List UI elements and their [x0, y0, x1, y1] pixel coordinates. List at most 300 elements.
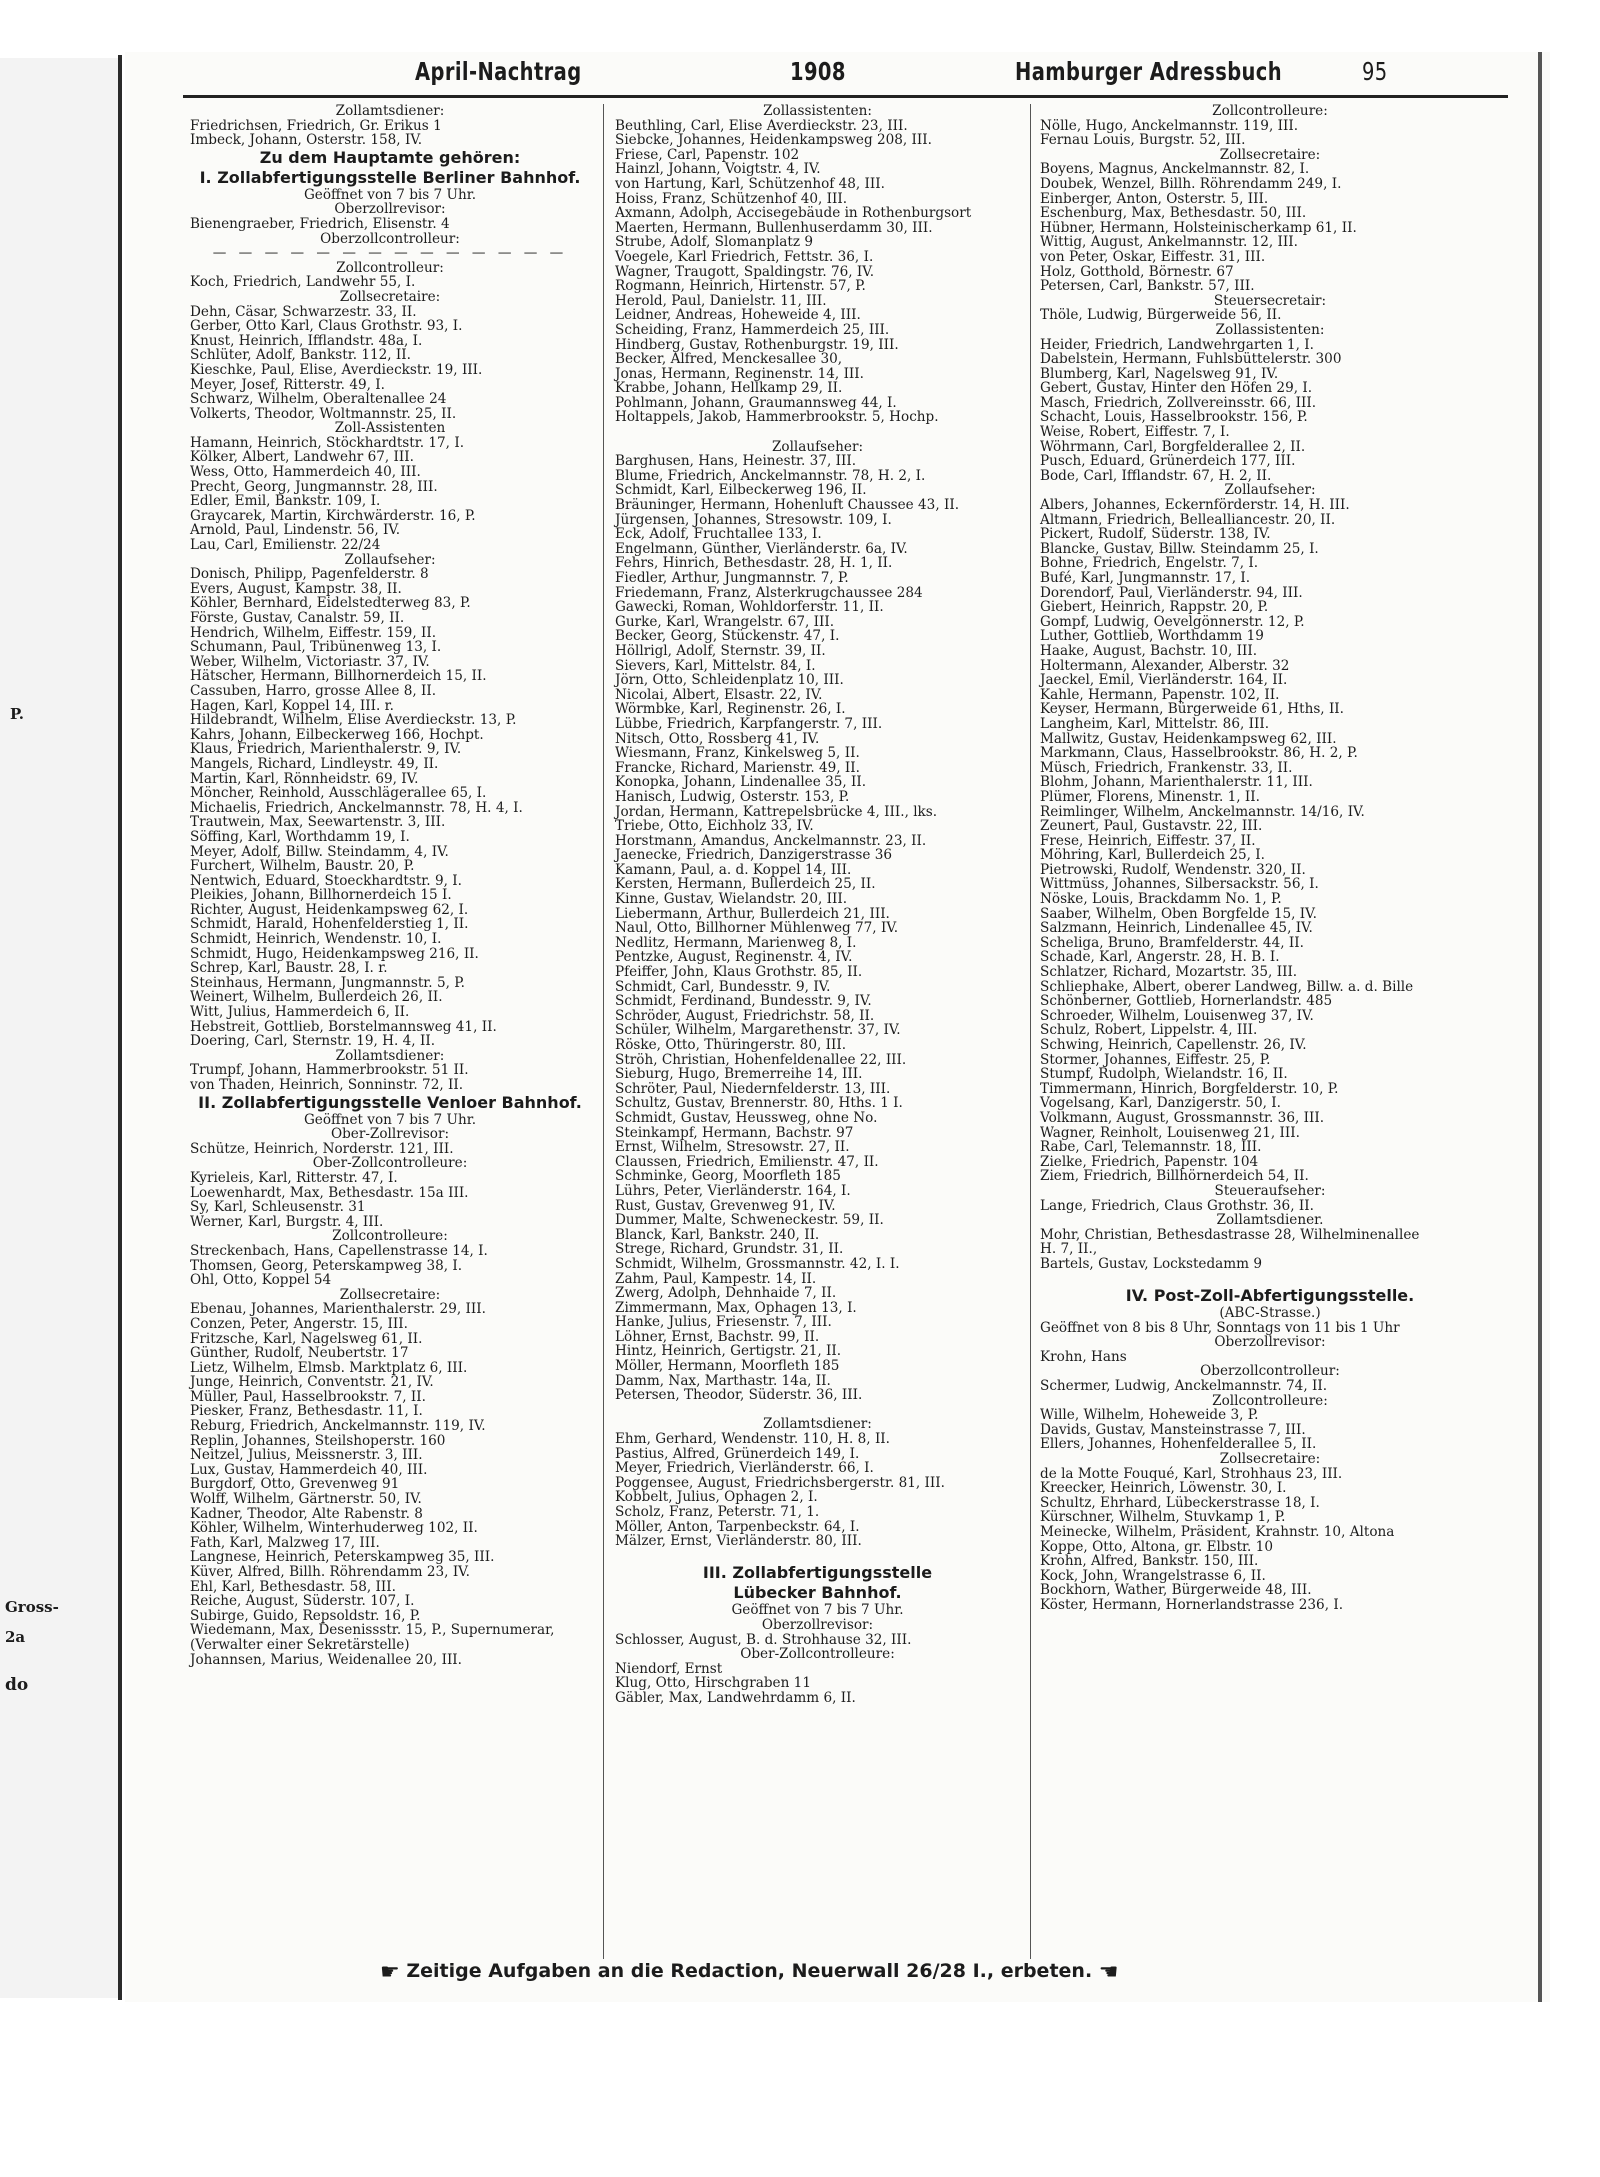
directory-entry: Wolff, Wilhelm, Gärtnerstr. 50, IV. [190, 1491, 422, 1508]
prev-page-fragment: P. [10, 705, 25, 723]
directory-entry: Richter, August, Heidenkampsweg 62, I. [190, 901, 469, 918]
directory-entry: Nedlitz, Hermann, Marienweg 8, I. [615, 934, 857, 951]
directory-entry: Masch, Friedrich, Zollvereinsstr. 66, III. [1040, 394, 1317, 411]
directory-entry: Gerber, Otto Karl, Claus Grothstr. 93, I. [190, 318, 463, 335]
directory-entry: Jaenecke, Friedrich, Danzigerstrasse 36 [615, 847, 892, 864]
directory-entry: Schlosser, August, B. d. Strohhause 32, III. [615, 1631, 912, 1648]
section-title: Lübecker Bahnhof. [733, 1583, 902, 1603]
directory-entry: Möncher, Reinhold, Ausschlägerallee 65, I. [190, 785, 487, 802]
directory-entry: Möller, Anton, Tarpenbeckstr. 64, I. [615, 1518, 860, 1535]
pointing-hand-icon: ☚ [1098, 1960, 1119, 1985]
directory-entry: Kürschner, Wilhelm, Stuvkamp 1, P. [1040, 1509, 1286, 1526]
directory-entry: Schumann, Paul, Tribünenweg 13, I. [190, 639, 442, 656]
directory-entry: Evers, August, Kampstr. 38, II. [190, 580, 402, 597]
header-left: April-Nachtrag [415, 57, 582, 86]
directory-entry: Klaus, Friedrich, Marienthalerstr. 9, IV. [190, 741, 462, 758]
directory-entry: Bohne, Friedrich, Engelstr. 7, I. [1040, 555, 1259, 572]
section-heading: Zollamtsdiener: [335, 1047, 445, 1064]
directory-entry: Schlüter, Adolf, Bankstr. 112, II. [190, 347, 411, 364]
directory-entry: Kinne, Gustav, Wielandstr. 20, III. [615, 891, 848, 908]
directory-entry: Schwing, Heinrich, Capellenstr. 26, IV. [1040, 1037, 1307, 1053]
directory-entry: Wittmüss, Johannes, Silbersackstr. 56, I. [1040, 876, 1319, 893]
directory-entry: Michaelis, Friedrich, Anckelmannstr. 78, H. 4, I. [190, 799, 523, 816]
directory-entry: Köster, Hermann, Hornerlandstrasse 236, I. [1040, 1596, 1344, 1613]
directory-entry: Reimlinger, Wilhelm, Anckelmannstr. 14/16, IV. [1040, 803, 1365, 820]
section-heading: Oberzollrevisor: [761, 1616, 874, 1633]
directory-entry: Weise, Robert, Eiffestr. 7, I. [1040, 424, 1230, 441]
directory-entry: Fehrs, Hinrich, Bethesdastr. 28, H. 1, II. [615, 555, 893, 572]
directory-entry: Schmidt, Hugo, Heidenkampsweg 216, II. [190, 945, 479, 962]
directory-entry: Petersen, Carl, Bankstr. 57, III. [1040, 278, 1255, 295]
directory-entry: Möhring, Karl, Bullerdeich 25, I. [1040, 847, 1265, 864]
directory-entry: Hendrich, Wilhelm, Eiffestr. 159, II. [190, 624, 437, 641]
directory-entry: Pleikies, Johann, Billhornerdeich 15 I. [190, 887, 452, 904]
directory-entry: Kobbelt, Julius, Ophagen 2, I. [615, 1489, 818, 1506]
directory-entry: Markmann, Claus, Hasselbrookstr. 86, H. 2, P. [1040, 745, 1358, 762]
section-heading: Oberzollrevisor: [334, 201, 446, 218]
directory-entry: Replin, Johannes, Steilshoperstr. 160 [190, 1432, 446, 1449]
section-heading: Zollaufseher: [1224, 482, 1316, 499]
directory-entry: Fernau Louis, Burgstr. 52, III. [1040, 132, 1246, 149]
directory-entry: Rabe, Carl, Telemannstr. 18, III. [1040, 1139, 1262, 1156]
section-heading: Oberzollrevisor: [1214, 1334, 1326, 1351]
directory-entry: Nicolai, Albert, Elsastr. 22, IV. [615, 686, 823, 703]
directory-entry: Junge, Heinrich, Conventstr. 21, IV. [190, 1374, 434, 1391]
directory-entry: Schmidt, Karl, Eilbeckerweg 196, II. [615, 482, 867, 499]
directory-entry: Poggensee, August, Friedrichsbergerstr. 81, III. [615, 1474, 945, 1491]
header-center: 1908 [790, 57, 846, 86]
directory-entry: Zielke, Friedrich, Papenstr. 104 [1040, 1153, 1259, 1170]
dash-rule: — — — — — — — — — — — — — — [212, 245, 568, 262]
directory-entry: Langnese, Heinrich, Peterskampweg 35, III. [190, 1549, 495, 1566]
directory-entry: Hebstreit, Gottlieb, Borstelmannsweg 41, II. [190, 1018, 497, 1035]
directory-entry: Küver, Alfred, Billh. Röhrendamm 23, IV. [190, 1564, 470, 1580]
directory-entry: Schade, Karl, Angerstr. 28, H. B. I. [1040, 949, 1280, 966]
section-title: I. Zollabfertigungsstelle Berliner Bahnhof. [199, 167, 581, 187]
directory-entry: Furchert, Wilhelm, Baustr. 20, P. [190, 858, 415, 875]
directory-entry: Zahm, Paul, Kampestr. 14, II. [615, 1270, 817, 1287]
directory-entry: Ehl, Karl, Bethesdastr. 58, III. [190, 1578, 396, 1595]
directory-entry: Kreecker, Heinrich, Löwenstr. 30, I. [1040, 1480, 1287, 1497]
directory-entry: Reburg, Friedrich, Anckelmannstr. 119, IV. [190, 1418, 486, 1435]
directory-entry: Schwarz, Wilhelm, Oberaltenallee 24 [190, 391, 447, 408]
directory-entry: Volkerts, Theodor, Woltmannstr. 25, II. [190, 405, 457, 422]
directory-entry: Krohn, Hans [1040, 1348, 1127, 1365]
directory-entry: Damm, Nax, Marthastr. 14a, II. [615, 1372, 831, 1389]
directory-entry: Jordan, Hermann, Kattrepelsbrücke 4, III., lks. [615, 803, 938, 820]
directory-entry: Schlatzer, Richard, Mozartstr. 35, III. [1040, 964, 1298, 981]
directory-entry: Doubek, Wenzel, Billh. Röhrendamm 249, I. [1040, 175, 1342, 192]
previous-page-strip [0, 58, 120, 1998]
directory-entry: Scholz, Franz, Peterstr. 71, 1. [615, 1504, 820, 1520]
directory-entry: Pastius, Alfred, Grünerdeich 149, I. [615, 1445, 860, 1462]
footer-notice-text: Zeitige Aufgaben an die Redaction, Neuerwall 26/28 I., erbeten. [406, 1960, 1093, 1982]
directory-entry: Becker, Georg, Stückenstr. 47, I. [615, 628, 840, 645]
directory-entry: Rust, Gustav, Grevenweg 91, IV. [615, 1197, 836, 1214]
directory-entry: Günther, Rudolf, Neubertstr. 17 [190, 1345, 409, 1362]
directory-entry: Friedrichsen, Friedrich, Gr. Erikus 1 [190, 117, 442, 134]
directory-entry: Conzen, Peter, Angerstr. 15, III. [190, 1315, 408, 1332]
section-heading: Zollassistenten: [763, 103, 872, 119]
directory-entry: Schacht, Louis, Hasselbrookstr. 156, P. [1040, 409, 1308, 426]
directory-entry: Lietz, Wilhelm, Elmsb. Marktplatz 6, III. [190, 1359, 468, 1376]
directory-entry: Mälzer, Ernst, Vierländerstr. 80, III. [615, 1533, 862, 1550]
section-heading: Zollcontrolleure: [332, 1228, 448, 1245]
directory-entry: Stumpf, Rudolph, Wielandstr. 16, II. [1040, 1066, 1288, 1083]
directory-entry: Gäbler, Max, Landwehrdamm 6, II. [615, 1689, 856, 1706]
directory-entry: Schultz, Gustav, Brennerstr. 80, Hths. 1 I. [615, 1095, 903, 1112]
directory-entry: Mallwitz, Gustav, Heidenkampsweg 62, III. [1040, 730, 1337, 747]
directory-entry: Einberger, Anton, Osterstr. 5, III. [1040, 190, 1269, 207]
directory-entry: Werner, Karl, Burgstr. 4, III. [190, 1213, 384, 1230]
directory-entry: Hoiss, Franz, Schützenhof 40, III. [615, 190, 848, 207]
directory-entry: Naul, Otto, Billhorner Mühlenweg 77, IV. [615, 920, 899, 937]
directory-entry: Reiche, August, Süderstr. 107, I. [190, 1593, 415, 1610]
directory-entry: Ernst, Wilhelm, Stresowstr. 27, II. [615, 1139, 850, 1156]
directory-entry: Pohlmann, Johann, Graumannsweg 44, I. [615, 394, 897, 411]
directory-entry: Eschenburg, Max, Bethesdastr. 50, III. [1040, 205, 1307, 222]
directory-entry: Eck, Adolf, Fruchtallee 133, I. [615, 526, 822, 543]
directory-entry: Langheim, Karl, Mittelstr. 86, III. [1040, 715, 1270, 732]
directory-entry: Blume, Friedrich, Anckelmannstr. 78, H. 2, I. [615, 467, 926, 484]
directory-entry: Horstmann, Amandus, Anckelmannstr. 23, II. [615, 832, 927, 849]
directory-entry: Klug, Otto, Hirschgraben 11 [615, 1675, 811, 1692]
directory-entry: Schönberner, Gottlieb, Hornerlandstr. 485 [1040, 993, 1333, 1010]
directory-entry: Schütze, Heinrich, Norderstr. 121, III. [190, 1140, 454, 1157]
directory-entry: Ellers, Johannes, Hohenfelderallee 5, II. [1040, 1436, 1317, 1453]
section-heading: Zollcontrolleure: [1212, 103, 1328, 119]
directory-entry: Schmidt, Gustav, Heussweg, ohne No. [615, 1109, 878, 1126]
section-heading: Zollassistenten: [1215, 321, 1325, 338]
section-heading: Zollsecretaire: [339, 1286, 441, 1303]
directory-entry: Hagen, Karl, Koppel 14, III. r. [190, 697, 394, 714]
directory-entry: Schröder, August, Friedrichstr. 58, II. [615, 1007, 875, 1024]
directory-entry: Weber, Wilhelm, Victoriastr. 37, IV. [190, 653, 430, 670]
directory-entry: Triebe, Otto, Eichholz 33, IV. [615, 818, 814, 835]
prev-page-fragment: do [5, 1675, 29, 1695]
section-heading: Zoll-Assistenten [334, 420, 446, 437]
section-heading: Zollsecretaire: [1219, 146, 1321, 163]
directory-entry: Gurke, Karl, Wrangelstr. 67, III. [615, 613, 835, 630]
directory-entry: Bode, Carl, Ifflandstr. 67, H. 2, II. [1040, 467, 1272, 484]
directory-entry: Jürgensen, Johannes, Stresowstr. 109, I. [615, 511, 892, 528]
directory-entry: Claussen, Friedrich, Emilienstr. 47, II. [615, 1153, 879, 1170]
directory-entry: Schmidt, Ferdinand, Bundesstr. 9, IV. [615, 993, 872, 1010]
header-right: Hamburger Adressbuch [1015, 57, 1283, 86]
directory-entry: Bockhorn, Wather, Bürgerweide 48, III. [1040, 1582, 1312, 1599]
directory-entry: Schrep, Karl, Baustr. 28, I. r. [190, 960, 388, 977]
directory-entry: Schulz, Robert, Lippelstr. 4, III. [1040, 1022, 1258, 1039]
directory-entry: Meyer, Friedrich, Vierländerstr. 66, I. [615, 1460, 874, 1477]
column-2 [615, 104, 1020, 1706]
directory-entry: Meinecke, Wilhelm, Präsident, Krahnstr. 10, Altona [1040, 1524, 1395, 1540]
directory-entry: Hätscher, Hermann, Billhornerdeich 15, II. [190, 668, 487, 685]
directory-entry: Kahle, Hermann, Papenstr. 102, II. [1040, 686, 1280, 703]
directory-entry: Wittig, August, Ankelmannstr. 12, III. [1040, 234, 1298, 251]
prev-page-fragment: 2a [5, 1628, 26, 1646]
directory-entry: Zwerg, Adolph, Dehnhaide 7, II. [615, 1285, 837, 1302]
directory-entry: Keyser, Hermann, Bürgerweide 61, Hths, II. [1040, 701, 1344, 718]
directory-entry: Altmann, Friedrich, Bellealliancestr. 20, II. [1040, 511, 1336, 528]
directory-entry: Luther, Gottlieb, Worthdamm 19 [1040, 628, 1264, 645]
directory-entry: (Verwalter einer Sekretärstelle) [190, 1636, 410, 1653]
directory-entry: Niendorf, Ernst [615, 1660, 723, 1677]
directory-entry: Knust, Heinrich, Ifflandstr. 48a, I. [190, 332, 423, 349]
directory-entry: Schroeder, Wilhelm, Louisenweg 37, IV. [1040, 1007, 1314, 1024]
section-heading: Geöffnet von 7 bis 7 Uhr. [303, 186, 477, 203]
directory-entry: Köhler, Wilhelm, Winterhuderweg 102, II. [190, 1520, 478, 1537]
directory-entry: Schmidt, Wilhelm, Grossmannstr. 42, I. I. [615, 1255, 900, 1272]
directory-entry: Köhler, Bernhard, Eidelstedterweg 83, P. [190, 595, 471, 612]
directory-entry: Schmidt, Heinrich, Wendenstr. 10, I. [190, 931, 442, 948]
directory-entry: Thomsen, Georg, Peterskampweg 38, I. [190, 1257, 463, 1274]
directory-entry: Trumpf, Johann, Hammerbrookstr. 51 II. [190, 1062, 469, 1079]
directory-entry: Förste, Gustav, Canalstr. 59, II. [190, 610, 405, 626]
section-heading [615, 425, 1020, 440]
directory-entry: Hintz, Heinrich, Gertigstr. 21, II. [615, 1343, 842, 1360]
footer-notice [380, 1960, 1119, 1985]
directory-entry: Müller, Paul, Hasselbrookstr. 7, II. [190, 1388, 426, 1405]
directory-entry: Jonas, Hermann, Reginenstr. 14, III. [615, 365, 864, 382]
directory-entry: Krabbe, Johann, Hellkamp 29, II. [615, 380, 843, 397]
directory-entry: Hamann, Heinrich, Stöckhardtstr. 17, I. [190, 434, 465, 451]
directory-entry: Piesker, Franz, Bethesdastr. 11, I. [190, 1403, 423, 1420]
directory-entry: Wagner, Traugott, Spaldingstr. 76, IV. [615, 263, 875, 280]
section-heading [615, 1549, 1020, 1564]
directory-entry: Dummer, Malte, Schweneckestr. 59, II. [615, 1212, 884, 1229]
directory-entry: Heider, Friedrich, Landwehrgarten 1, I. [1040, 336, 1314, 353]
directory-entry: Engelmann, Günther, Vierländerstr. 6a, IV. [615, 540, 908, 557]
directory-entry: Kock, John, Wrangelstrasse 6, II. [1040, 1567, 1266, 1584]
directory-entry: Gebert, Gustav, Hinter den Höfen 29, I. [1040, 380, 1313, 397]
prev-page-fragment: Gross- [5, 1598, 59, 1616]
directory-entry: Röske, Otto, Thüringerstr. 80, III. [615, 1037, 847, 1053]
directory-entry: Burgdorf, Otto, Grevenweg 91 [190, 1476, 400, 1493]
directory-entry: Siebcke, Johannes, Heidenkampsweg 208, III. [615, 132, 932, 149]
directory-entry: Pusch, Eduard, Grünerdeich 177, III. [1040, 453, 1296, 470]
directory-entry: Strube, Adolf, Slomanplatz 9 [615, 234, 813, 251]
column-divider [1030, 104, 1031, 1959]
section-heading: Ober-Zollcontrolleure: [740, 1646, 895, 1663]
page-header [0, 55, 1600, 99]
directory-entry: Zeunert, Paul, Gustavstr. 22, III. [1040, 818, 1263, 835]
directory-entry: Kölker, Albert, Landwehr 67, III. [190, 449, 414, 466]
directory-entry: Holtappels, Jakob, Hammerbrookstr. 5, Hochp. [615, 409, 939, 426]
directory-entry: Pickert, Rudolf, Süderstr. 138, IV. [1040, 526, 1271, 543]
directory-entry: Arnold, Paul, Lindenstr. 56, IV. [190, 522, 401, 539]
directory-entry: Kieschke, Paul, Elise, Averdieckstr. 19, III. [190, 361, 483, 378]
directory-entry: Neitzel, Julius, Meissnerstr. 3, III. [190, 1447, 423, 1464]
directory-entry: Lange, Friedrich, Claus Grothstr. 36, II. [1040, 1197, 1314, 1214]
directory-entry: Fritzsche, Karl, Nagelsweg 61, II. [190, 1330, 423, 1347]
directory-entry: H. 7, II., [1040, 1241, 1098, 1258]
directory-entry: Gompf, Ludwig, Oevelgönnerstr. 12, P. [1040, 613, 1305, 630]
section-heading: Zollsecretaire: [339, 288, 441, 305]
directory-entry: Trautwein, Max, Seewartenstr. 3, III. [190, 814, 446, 831]
directory-entry: Saaber, Wilhelm, Oben Borgfelde 15, IV. [1040, 905, 1317, 922]
directory-entry: Holtermann, Alexander, Alberstr. 32 [1040, 657, 1290, 674]
section-title: III. Zollabfertigungsstelle [702, 1563, 933, 1583]
directory-entry: Boyens, Magnus, Anckelmannstr. 82, I. [1040, 161, 1310, 178]
directory-entry: Bufé, Karl, Jungmannstr. 17, I. [1040, 570, 1251, 586]
directory-entry: Blumberg, Karl, Nagelsweg 91, IV. [1040, 365, 1279, 382]
directory-entry: Mohr, Christian, Bethesdastrasse 28, Wilhelminenallee [1040, 1226, 1420, 1243]
directory-entry: Hanisch, Ludwig, Osterstr. 153, P. [615, 788, 850, 805]
directory-entry: Koppe, Otto, Altona, gr. Elbstr. 10 [1040, 1538, 1273, 1555]
directory-entry: Leidner, Andreas, Hoheweide 4, III. [615, 307, 861, 324]
directory-entry: Kersten, Hermann, Bullerdeich 25, II. [615, 876, 876, 893]
directory-entry: Krohn, Alfred, Bankstr. 150, III. [1040, 1553, 1259, 1570]
directory-entry: Ströh, Christian, Hohenfeldenallee 22, III. [615, 1051, 907, 1068]
directory-entry: Schmidt, Harald, Hohenfelderstieg 1, II. [190, 916, 469, 933]
section-heading: (ABC-Strasse.) [1219, 1305, 1321, 1322]
directory-entry: Cassuben, Harro, grosse Allee 8, II. [190, 682, 437, 699]
directory-entry: Barghusen, Hans, Heinestr. 37, III. [615, 453, 857, 470]
directory-entry: Wille, Wilhelm, Hoheweide 3, P. [1040, 1407, 1259, 1424]
directory-entry: Francke, Richard, Marienstr. 49, II. [615, 759, 860, 776]
directory-entry: Precht, Georg, Jungmannstr. 28, III. [190, 478, 438, 495]
section-heading: Zollsecretaire: [1219, 1451, 1321, 1468]
directory-entry: Rogmann, Heinrich, Hirtenstr. 57, P. [615, 278, 866, 295]
directory-entry: Dorendorf, Paul, Vierländerstr. 94, III. [1040, 584, 1303, 601]
section-heading: Zollamtsdiener. [1216, 1212, 1324, 1229]
directory-entry: Nitsch, Otto, Rossberg 41, IV. [615, 730, 820, 747]
section-heading: Steuersecretair: [1213, 292, 1327, 309]
section-title: IV. Post-Zoll-Abfertigungsstelle. [1125, 1286, 1415, 1306]
directory-entry: Konopka, Johann, Lindenallee 35, II. [615, 774, 867, 791]
directory-entry: Schmidt, Carl, Bundesstr. 9, IV. [615, 978, 831, 995]
column-3 [1040, 104, 1500, 1613]
directory-entry: Becker, Alfred, Menckesallee 30, [615, 351, 843, 368]
directory-entry: Löhner, Ernst, Bachstr. 99, II. [615, 1328, 820, 1345]
directory-entry: Lübbe, Friedrich, Karpfangerstr. 7, III. [615, 715, 883, 732]
directory-entry: Schminke, Georg, Moorfleth 185 [615, 1168, 841, 1185]
directory-entry: Schermer, Ludwig, Anckelmannstr. 74, II. [1040, 1378, 1328, 1395]
directory-entry: Zimmermann, Max, Ophagen 13, I. [615, 1299, 857, 1316]
directory-entry: Hindberg, Gustav, Rothenburgstr. 19, III. [615, 336, 899, 353]
directory-entry: Möller, Hermann, Moorfleth 185 [615, 1358, 840, 1375]
directory-entry: Steinhaus, Hermann, Jungmannstr. 5, P. [190, 974, 465, 991]
directory-entry: Timmermann, Hinrich, Borgfelderstr. 10, P. [1040, 1080, 1339, 1097]
directory-entry: Strege, Richard, Grundstr. 31, II. [615, 1241, 844, 1258]
directory-entry: Sieburg, Hugo, Bremerreihe 14, III. [615, 1066, 863, 1083]
section-heading: Zollaufseher: [344, 551, 436, 568]
section-heading: Ober-Zollcontrolleure: [312, 1155, 468, 1172]
directory-entry: Jörn, Otto, Schleidenplatz 10, III. [615, 672, 844, 689]
directory-entry: Witt, Julius, Hammerdeich 6, II. [190, 1004, 410, 1021]
directory-entry: Streckenbach, Hans, Capellenstrasse 14, I. [190, 1242, 488, 1259]
directory-entry: von Hartung, Karl, Schützenhof 48, III. [615, 175, 885, 192]
directory-entry: Hübner, Hermann, Holsteinischerkamp 61, II. [1040, 219, 1357, 236]
directory-entry: Kyrieleis, Karl, Ritterstr. 47, I. [190, 1169, 398, 1186]
directory-entry: Bartels, Gustav, Lockstedamm 9 [1040, 1255, 1263, 1272]
directory-entry: Doering, Carl, Sternstr. 19, H. 4, II. [190, 1033, 436, 1050]
directory-entry: Lux, Gustav, Hammerdeich 40, III. [190, 1461, 428, 1478]
directory-entry: Söffing, Karl, Worthdamm 19, I. [190, 828, 410, 845]
directory-entry: Lau, Carl, Emilienstr. 22/24 [190, 537, 381, 554]
directory-entry: Bienengraeber, Friedrich, Elisenstr. 4 [190, 215, 450, 232]
section-heading: Zollamtsdiener: [335, 103, 445, 119]
directory-entry: Kamann, Paul, a. d. Koppel 14, III. [615, 861, 852, 878]
directory-entry: Voegele, Karl Friedrich, Fettstr. 36, I. [615, 248, 874, 265]
section-heading: Ober-Zollrevisor: [330, 1126, 450, 1143]
directory-entry: Frese, Heinrich, Eiffestr. 37, II. [1040, 832, 1256, 849]
section-heading: Geöffnet von 7 bis 7 Uhr. [731, 1602, 904, 1619]
directory-entry: Pietrowski, Rudolf, Wendenstr. 320, II. [1040, 861, 1306, 878]
directory-entry: Thöle, Ludwig, Bürgerweide 56, II. [1040, 307, 1282, 324]
directory-entry: Axmann, Adolph, Accisegebäude in Rothenburgsort [615, 205, 972, 222]
directory-entry: Wess, Otto, Hammerdeich 40, III. [190, 464, 421, 481]
directory-entry: Lührs, Peter, Vierländerstr. 164, I. [615, 1182, 851, 1199]
directory-entry: Kadner, Theodor, Alte Rabenstr. 8 [190, 1505, 423, 1522]
section-heading: Oberzollcontrolleur: [320, 230, 460, 247]
directory-entry: Jaeckel, Emil, Vierländerstr. 164, II. [1040, 672, 1288, 689]
directory-entry: Weinert, Wilhelm, Bullerdeich 26, II. [190, 989, 443, 1006]
directory-entry: Martin, Karl, Rönnheidstr. 69, IV. [190, 770, 419, 787]
directory-entry: Wiesmann, Franz, Kinkelsweg 5, II. [615, 745, 860, 762]
directory-entry: Sy, Karl, Schleusenstr. 31 [190, 1199, 366, 1216]
directory-entry: Holz, Gotthold, Börnestr. 67 [1040, 263, 1234, 280]
directory-entry: Koch, Friedrich, Landwehr 55, I. [190, 274, 416, 291]
directory-entry: Dabelstein, Hermann, Fuhlsbüttelerstr. 300 [1040, 351, 1342, 368]
directory-entry: Hainzl, Johann, Voigtstr. 4, IV. [615, 161, 821, 178]
column-divider [603, 104, 604, 1959]
section-title: Zu dem Hauptamte gehören: [259, 147, 521, 167]
directory-entry: Petersen, Theodor, Süderstr. 36, III. [615, 1387, 863, 1404]
directory-entry: Pentzke, August, Reginenstr. 4, IV. [615, 949, 853, 966]
directory-entry: Schliephake, Albert, oberer Landweg, Billw. a. d. Bille [1040, 978, 1414, 995]
directory-entry: Subirge, Guido, Repsoldstr. 16, P. [190, 1607, 421, 1624]
directory-entry: Schröter, Paul, Niedernfelderstr. 13, III. [615, 1080, 891, 1097]
directory-entry: Schüler, Wilhelm, Margarethenstr. 37, IV. [615, 1022, 901, 1039]
directory-entry: Höllrigl, Adolf, Sternstr. 39, II. [615, 642, 826, 659]
directory-entry: Fiedler, Arthur, Jungmannstr. 7, P. [615, 570, 849, 586]
directory-entry: Stormer, Johannes, Eiffestr. 25, P. [1040, 1051, 1271, 1068]
directory-entry: Donisch, Philipp, Pagenfelderstr. 8 [190, 566, 429, 583]
header-rule [183, 95, 1508, 98]
section-heading: Zollcontrolleure: [1212, 1392, 1328, 1409]
directory-entry: Herold, Paul, Danielstr. 11, III. [615, 292, 827, 309]
directory-entry: Salzmann, Heinrich, Lindenallee 45, IV. [1040, 920, 1313, 937]
directory-entry: Haake, August, Bachstr. 10, III. [1040, 642, 1258, 659]
directory-entry: Friese, Carl, Papenstr. 102 [615, 146, 800, 163]
directory-entry: von Peter, Oskar, Eiffestr. 31, III. [1040, 248, 1266, 265]
directory-entry: Ebenau, Johannes, Marienthalerstr. 29, III. [190, 1301, 486, 1318]
directory-entry: Blohm, Johann, Marienthalerstr. 11, III. [1040, 774, 1313, 791]
section-heading: Zollamtsdiener: [763, 1416, 872, 1433]
directory-entry: Kahrs, Johann, Eilbeckerweg 166, Hochpt. [190, 726, 484, 743]
section-heading: Steueraufseher: [1214, 1182, 1326, 1199]
directory-entry: Wöhrmann, Carl, Borgfelderallee 2, II. [1040, 438, 1306, 455]
directory-entry: Liebermann, Arthur, Bullerdeich 21, III. [615, 905, 890, 922]
directory-entry: Ohl, Otto, Koppel 54 [190, 1272, 332, 1289]
section-heading: Zollcontrolleur: [336, 259, 444, 276]
page-edge [1538, 52, 1542, 2002]
directory-entry: Johannsen, Marius, Weidenallee 20, III. [190, 1651, 463, 1668]
pointing-hand-icon: ☛ [380, 1960, 400, 1985]
directory-entry: Volkmann, August, Grossmannstr. 36, III. [1040, 1109, 1325, 1126]
directory-entry: Müsch, Friedrich, Frankenstr. 33, II. [1040, 759, 1293, 776]
directory-entry: Hildebrandt, Wilhelm, Elise Averdieckstr. 13, P. [190, 712, 517, 729]
directory-entry: Gawecki, Roman, Wohldorferstr. 11, II. [615, 599, 884, 616]
directory-entry: Beuthling, Carl, Elise Averdieckstr. 23, III. [615, 117, 908, 134]
directory-entry: Nölle, Hugo, Anckelmannstr. 119, III. [1040, 117, 1299, 134]
directory-entry: Nöske, Louis, Brackdamm No. 1, P. [1040, 891, 1282, 908]
directory-entry: Ziem, Friedrich, Billhörnerdeich 54, II. [1040, 1168, 1309, 1185]
directory-entry: Wörmbke, Karl, Reginenstr. 26, I. [615, 701, 846, 718]
directory-entry: Loewenhardt, Max, Bethesdastr. 15a III. [190, 1184, 469, 1201]
directory-entry: Steinkampf, Hermann, Bachstr. 97 [615, 1124, 854, 1141]
